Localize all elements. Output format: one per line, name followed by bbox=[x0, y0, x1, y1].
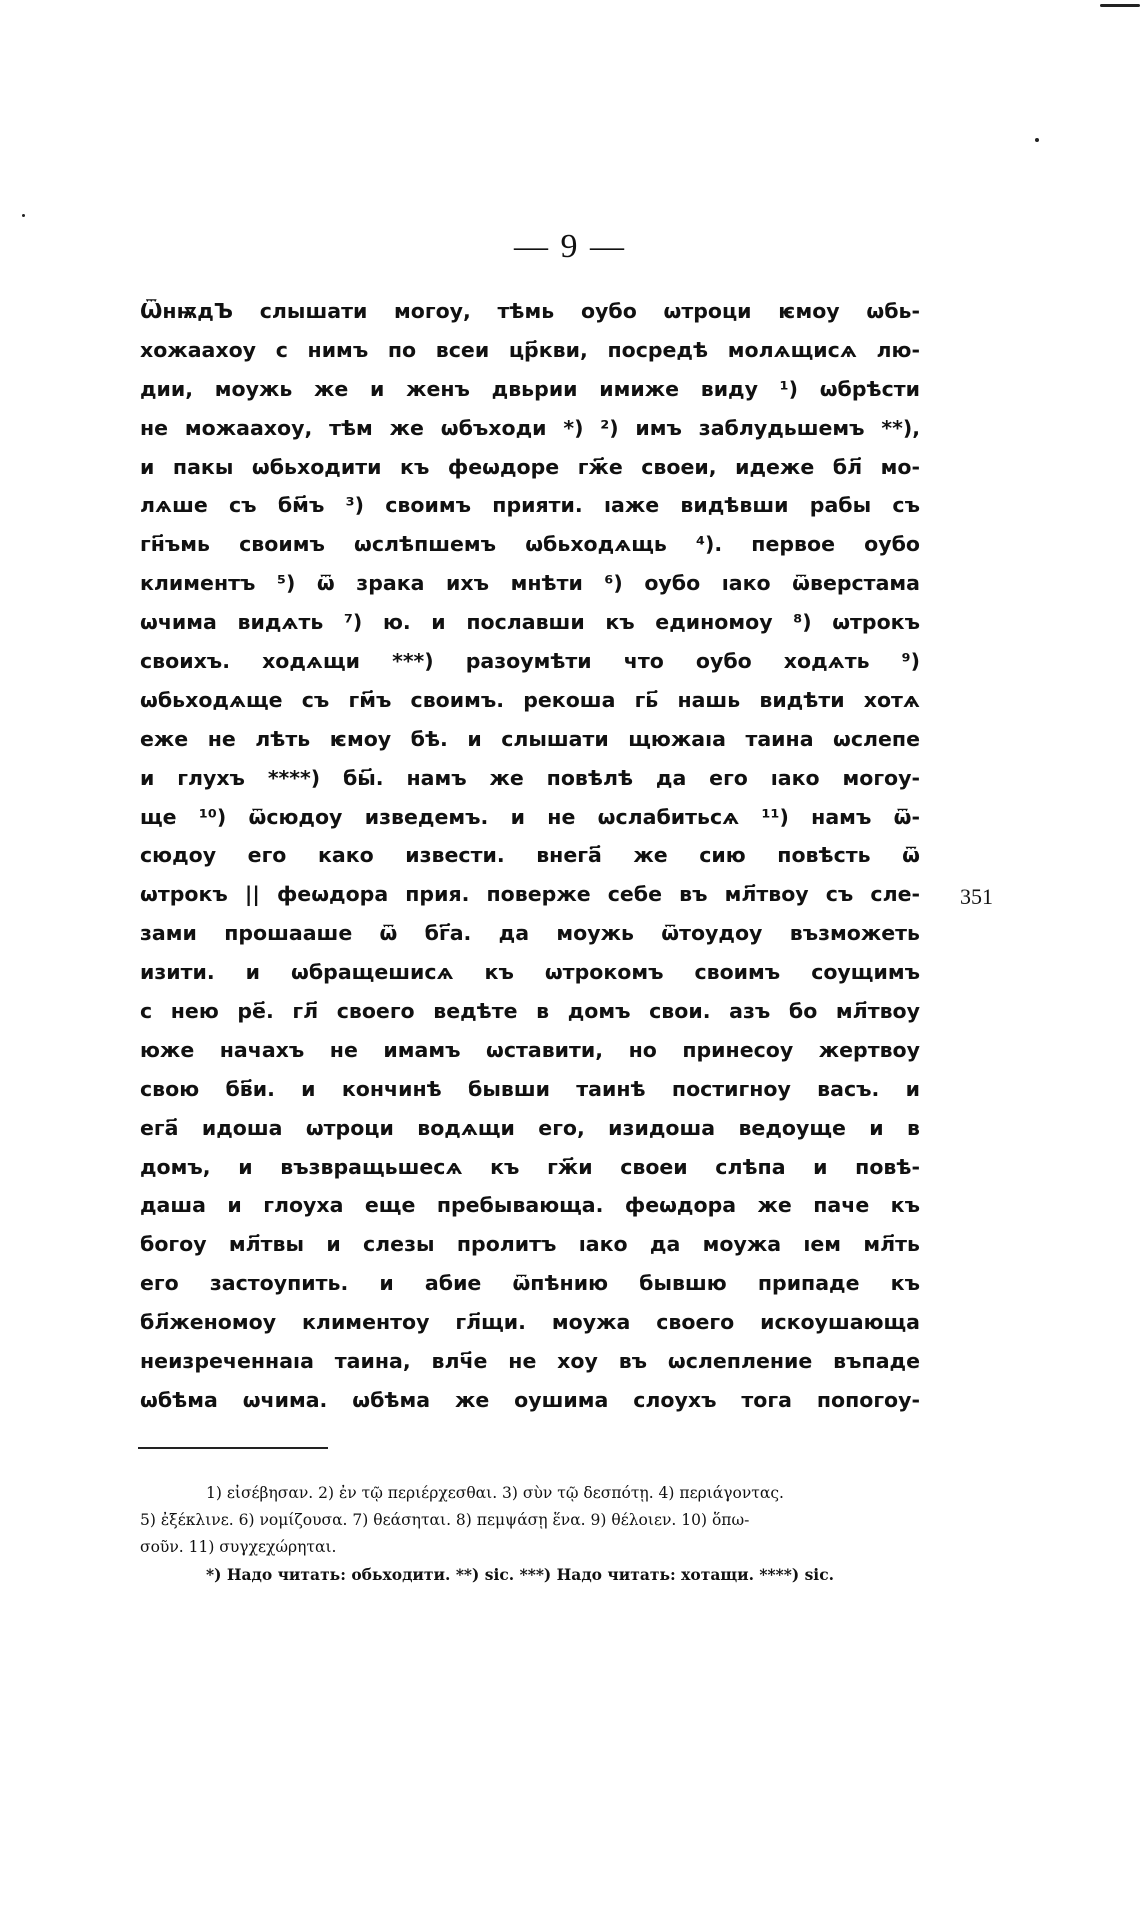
text-line: дии, моужь же и женъ двьрии имиже виду ¹) ѡбрѣсти bbox=[140, 376, 920, 401]
footnote-line: *) Надо читать: обьходити. **) sic. ***) Надо читать: хотащи. ****) sic. bbox=[206, 1565, 835, 1584]
text-line: домъ, и възвращьшесѧ къ гж҃и своеи слѣпа и повѣ- bbox=[140, 1154, 920, 1179]
text-line: гн҃ъмь своимъ ѡслѣпшемъ ѡбьходѧщь ⁴). первое оубо bbox=[140, 532, 920, 557]
text-line: его застоупить. и абие ѿпѣнию бывшю припаде къ bbox=[140, 1271, 920, 1296]
text-line: хожаахоу с нимъ по всеи цр҃кви, посредѣ молѧщисѧ лю- bbox=[140, 337, 920, 362]
text-line: даша и глоуха еще пребывающа. феѡдора же паче къ bbox=[140, 1193, 920, 1218]
text-line: изити. и ѡбращешисѧ къ ѡтрокомъ своимъ соущимъ bbox=[140, 960, 920, 985]
footnote-line: 5) ἐξέκλινε. 6) νομίζουσα. 7) θεάσηται. 8) πεμψάσῃ ἕνα. 9) θέλοιεν. 10) ὅπω- bbox=[140, 1511, 750, 1529]
footnotes bbox=[140, 1480, 918, 1588]
text-line: своихъ. ходѧщи ***) разоумѣти что оубо ходѧть ⁹) bbox=[140, 649, 920, 674]
print-speck bbox=[1100, 4, 1140, 7]
text-line: сюдоу его како извести. внега҃ же сию повѣсть ѿ bbox=[140, 843, 920, 868]
text-line: и глухъ ****) бы҃. намъ же повѣлѣ да его ıако могоу- bbox=[140, 765, 920, 790]
text-line: богоу мл҃твы и слезы пролитъ ıако да моужа ıем мл҃ть bbox=[140, 1232, 920, 1257]
text-line: и пакы ѡбьходити къ феѡдоре гж҃е своеи, идеже бл҃ мо- bbox=[140, 454, 920, 479]
text-line: ѡтрокъ || феѡдора прия. поверже себе въ мл҃твоу съ сле- bbox=[140, 882, 920, 907]
footnote-line: σοῦν. 11) συγχεχώρηται. bbox=[140, 1538, 337, 1556]
text-line: ѡчима видѧть ⁷) ю. и пославши къ единомоу ⁸) ѡтрокъ bbox=[140, 610, 920, 635]
text-line: ега҃ идоша ѡтроци водѧщи его, изидоша ведоуще и в bbox=[140, 1115, 920, 1140]
page-number: — 9 — bbox=[514, 228, 626, 265]
main-text bbox=[140, 292, 920, 1420]
text-line: ще ¹⁰) ѿсюдоу изведемъ. и не ѡслабитьсѧ ¹¹) намъ ѿ- bbox=[140, 804, 920, 829]
footnote-divider bbox=[138, 1447, 328, 1449]
text-line: ѡбьходѧще съ гм҃ъ своимъ. рекоша гь҃ нашь видѣти хотѧ bbox=[140, 687, 920, 712]
text-line: еже не лѣть ѥмоу бѣ. и слышати щюжаıа таина ѡслепе bbox=[140, 726, 920, 751]
text-line: с нею ре҃. гл҃ своего ведѣте в домъ свои. азъ бо мл҃твоу bbox=[140, 999, 920, 1024]
text-line: лѧше съ бм҃ъ ³) своимъ прияти. ıаже видѣвши рабы съ bbox=[140, 493, 920, 518]
text-line: бл҃женомоу климентоу гл҃щи. моужа своего искоушающа bbox=[140, 1310, 920, 1335]
text-line: климентъ ⁵) ѿ зрака ихъ мнѣти ⁶) оубо ıако ѿверстама bbox=[140, 571, 920, 596]
text-line: ѡбѣма ѡчима. ѡбѣма же оушима слоухъ тога попогоу- bbox=[140, 1387, 920, 1412]
margin-page-reference: 351 bbox=[960, 884, 993, 909]
footnote-line: 1) εἰσέβησαν. 2) ἐν τῷ περιέρχεσθαι. 3) σὺν τῷ δεσπότῃ. 4) περιάγοντας. bbox=[206, 1484, 784, 1502]
print-speck bbox=[22, 214, 25, 217]
text-line: ѾнѭдЪ слышати могоу, тѣмь оубо ѡтроци ѥмоу ѡбь- bbox=[140, 299, 920, 323]
text-line: неизреченнаıа таина, влч҃е не хоу въ ѡслепление въпаде bbox=[140, 1349, 920, 1374]
text-line: свою бв҃и. и кончинѣ бывши таинѣ постигноу васъ. и bbox=[140, 1076, 920, 1101]
text-line: зами прошааше ѿ бг҃а. да моужь ѿтоудоу възможеть bbox=[140, 921, 920, 946]
print-speck bbox=[1035, 138, 1039, 142]
text-line: юже начахъ не имамъ ѡставити, но принесоу жертвоу bbox=[140, 1037, 920, 1062]
text-line: не можаахоу, тѣм же ѡбъходи *) ²) имъ заблудьшемъ **), bbox=[140, 415, 920, 440]
